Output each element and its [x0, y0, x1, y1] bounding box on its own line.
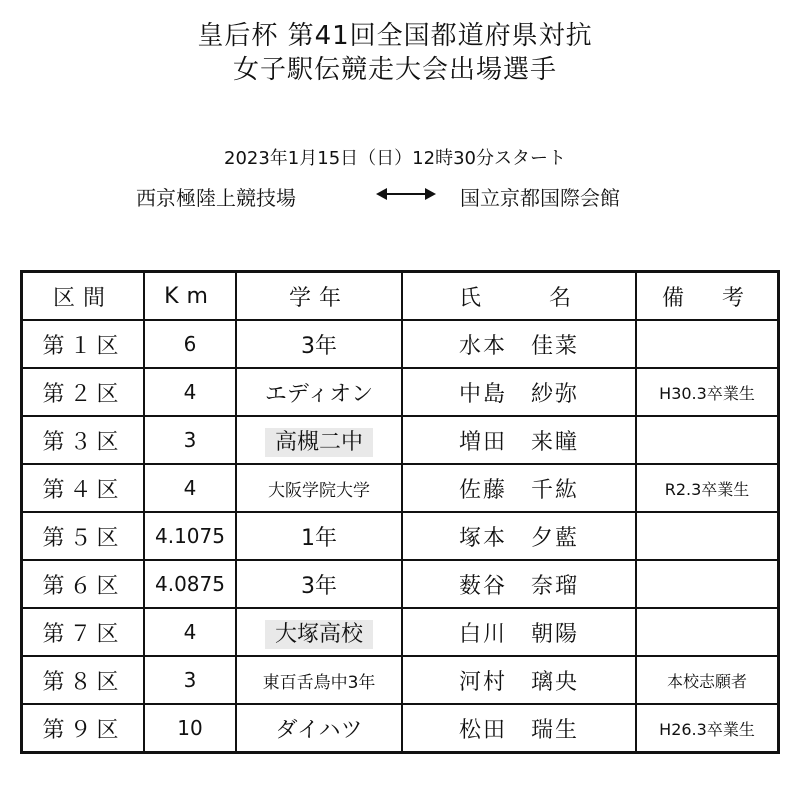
name-cell: 塚本 夕藍 [402, 512, 636, 560]
note-cell: H30.3卒業生 [636, 368, 779, 416]
km-cell: 3 [144, 416, 236, 464]
grade-cell: エディオン [236, 368, 402, 416]
table-header-row [22, 272, 779, 321]
section-cell: 第７区 [22, 608, 145, 656]
start-date-time: 2023年1月15日（日）12時30分スタート [224, 148, 566, 169]
note-cell [636, 416, 779, 464]
grade-cell [236, 608, 402, 656]
grade-cell: 1年 [236, 512, 402, 560]
section-cell: 第４区 [22, 464, 145, 512]
grade-cell [236, 416, 402, 464]
km-cell: 4.1075 [144, 512, 236, 560]
km-cell: 3 [144, 656, 236, 704]
name-cell: 河村 璃央 [402, 656, 636, 704]
grade-text: 大塚高校 [265, 620, 373, 649]
table-row [22, 656, 779, 704]
table-row [22, 464, 779, 512]
km-cell: 4.0875 [144, 560, 236, 608]
section-cell: 第１区 [22, 320, 145, 368]
section-cell: 第９区 [22, 704, 145, 753]
table-row [22, 704, 779, 753]
section-cell: 第６区 [22, 560, 145, 608]
title-line-1: 皇后杯 第41回全国都道府県対抗 [197, 21, 593, 51]
route-finish-venue: 国立京都国際会館 [460, 186, 620, 210]
name-cell: 薮谷 奈瑠 [402, 560, 636, 608]
note-cell [636, 560, 779, 608]
section-cell: 第５区 [22, 512, 145, 560]
km-cell: 6 [144, 320, 236, 368]
grade-cell: 3年 [236, 320, 402, 368]
note-cell: 本校志願者 [636, 656, 779, 704]
km-cell: 4 [144, 464, 236, 512]
route-start-venue: 西京極陸上競技場 [136, 186, 296, 210]
note-cell [636, 608, 779, 656]
note-cell: H26.3卒業生 [636, 704, 779, 753]
table-row [22, 416, 779, 464]
name-cell: 水本 佳菜 [402, 320, 636, 368]
grade-cell: 3年 [236, 560, 402, 608]
km-cell: 4 [144, 368, 236, 416]
grade-text: 高槻二中 [265, 428, 373, 457]
note-cell [636, 320, 779, 368]
section-cell: 第８区 [22, 656, 145, 704]
name-cell: 松田 瑞生 [402, 704, 636, 753]
grade-cell: 東百舌鳥中3年 [236, 656, 402, 704]
name-cell: 白川 朝陽 [402, 608, 636, 656]
double-arrow-icon [376, 183, 436, 205]
name-cell: 佐藤 千紘 [402, 464, 636, 512]
table-row [22, 368, 779, 416]
name-cell: 中島 紗弥 [402, 368, 636, 416]
header-name: 氏 名 [402, 272, 636, 321]
table-row [22, 320, 779, 368]
note-cell: R2.3卒業生 [636, 464, 779, 512]
header-section: 区間 [22, 272, 145, 321]
title-line-2: 女子駅伝競走大会出場選手 [232, 55, 557, 85]
km-cell: 4 [144, 608, 236, 656]
header-grade: 学年 [236, 272, 402, 321]
table-row [22, 512, 779, 560]
table-row [22, 608, 779, 656]
header-note: 備 考 [636, 272, 779, 321]
section-cell: 第２区 [22, 368, 145, 416]
section-cell: 第３区 [22, 416, 145, 464]
km-cell: 10 [144, 704, 236, 753]
note-cell [636, 512, 779, 560]
grade-cell: 大阪学院大学 [236, 464, 402, 512]
runner-roster-table [20, 270, 780, 754]
header-km: Km [144, 272, 236, 321]
name-cell: 増田 来瞳 [402, 416, 636, 464]
grade-cell: ダイハツ [236, 704, 402, 753]
table-row [22, 560, 779, 608]
